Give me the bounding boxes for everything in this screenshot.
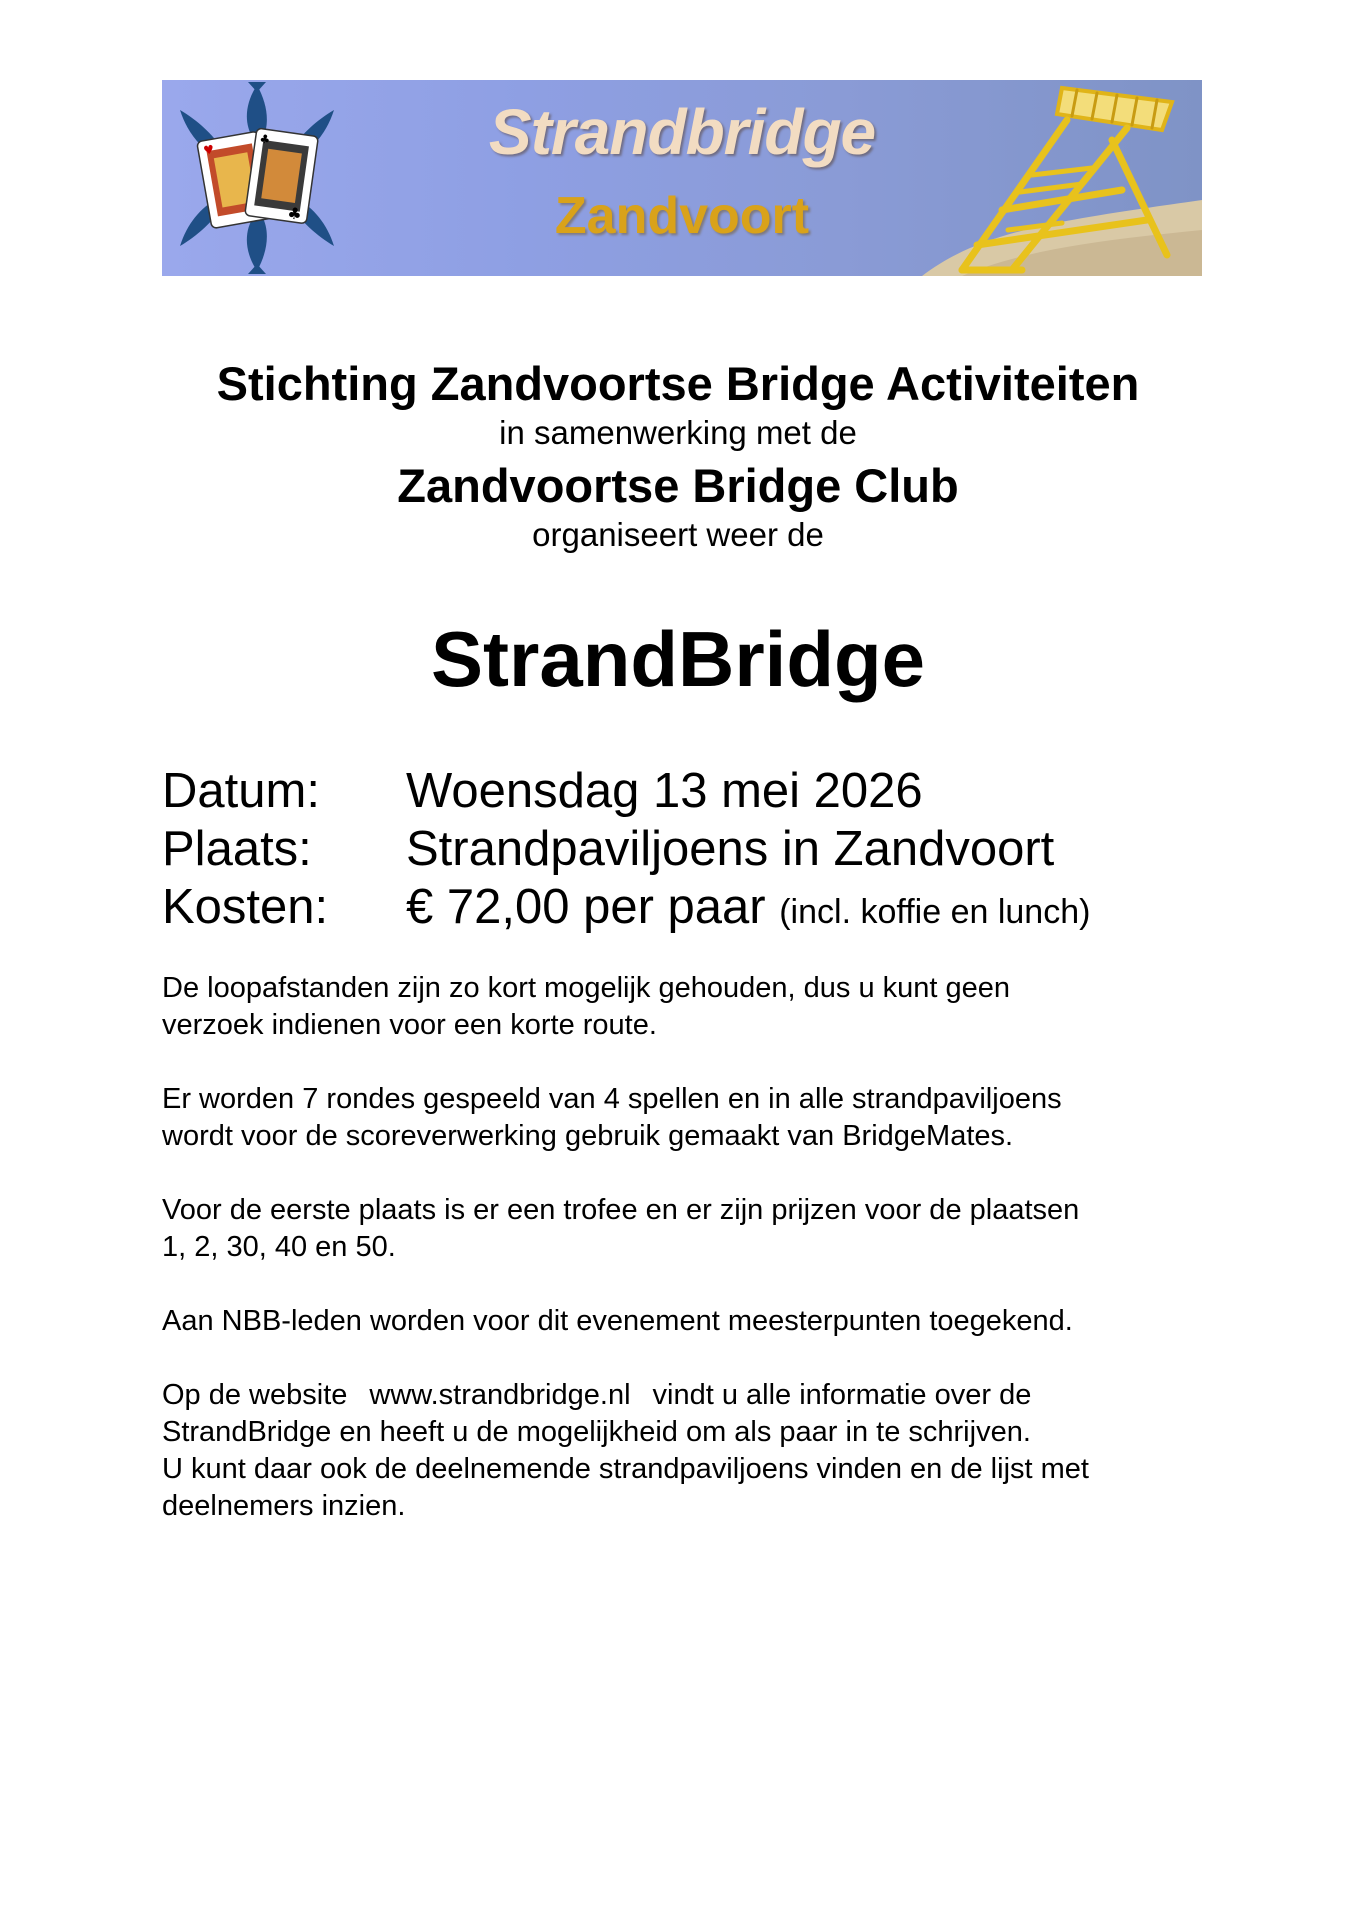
website-suffix: vindt u alle informatie over de [652,1379,1032,1411]
walking-line-1: De loopafstanden zijn zo kort mogelijk gehouden, dus u kunt geen [162,972,1011,1004]
svg-text:♣: ♣ [258,131,272,147]
date-row [162,762,1202,820]
header-banner [162,80,1202,276]
event-details [162,762,1202,936]
nbb-line: Aan NBB-leden worden voor dit evenement meesterpunten toegekend. [162,1305,1073,1337]
date-value: Woensdag 13 mei 2026 [406,764,923,818]
rounds-paragraph [162,1081,1222,1155]
prizes-line-2: 1, 2, 30, 40 en 50. [162,1231,396,1263]
event-title: StrandBridge [430,615,926,703]
info-paragraphs [162,970,1222,1562]
banner-subtitle: Zandvoort [554,187,810,245]
website-line-2: StrandBridge en heeft u de mogelijkheid om als paar in te schrijven. [162,1416,1031,1448]
cost-row [162,878,1202,936]
cost-value: € 72,00 per paar [406,880,766,934]
svg-text:♥: ♥ [202,142,216,158]
website-line-4: deelnemers inzien. [162,1490,406,1522]
website-paragraph [162,1377,1222,1525]
walking-paragraph [162,970,1222,1044]
cost-label: Kosten: [162,880,329,934]
place-row [162,820,1202,878]
svg-text:♣: ♣ [286,203,304,224]
website-link[interactable]: www.strandbridge.nl [369,1379,631,1411]
date-label: Datum: [162,764,320,818]
organizes-line: organiseert weer de [532,516,824,553]
website-line-3: U kunt daar ook de deelnemende strandpaviljoens vinden en de lijst met [162,1453,1089,1485]
prizes-line-1: Voor de eerste plaats is er een trofee en er zijn prijzen voor de plaatsen [162,1194,1080,1226]
rounds-line-1: Er worden 7 rondes gespeeld van 4 spellen en in alle strandpaviljoens [162,1083,1062,1115]
fish-and-cards-logo-icon [180,82,334,274]
organization-title: Stichting Zandvoortse Bridge Activiteiten [216,357,1140,410]
club-title: Zandvoortse Bridge Club [397,459,959,512]
website-prefix: Op de website [162,1379,348,1411]
place-label: Plaats: [162,822,312,876]
prizes-paragraph [162,1192,1222,1266]
place-value: Strandpaviljoens in Zandvoort [406,822,1055,876]
banner-title: Strandbridge [488,96,876,168]
rounds-line-2: wordt voor de scoreverwerking gebruik gemaakt van BridgeMates. [162,1120,1014,1152]
cost-note: (incl. koffie en lunch) [779,893,1091,931]
collaboration-line: in samenwerking met de [499,414,857,451]
nbb-paragraph [162,1303,1222,1340]
walking-line-2: verzoek indienen voor een korte route. [162,1009,657,1041]
cost-value-group [406,878,1090,941]
